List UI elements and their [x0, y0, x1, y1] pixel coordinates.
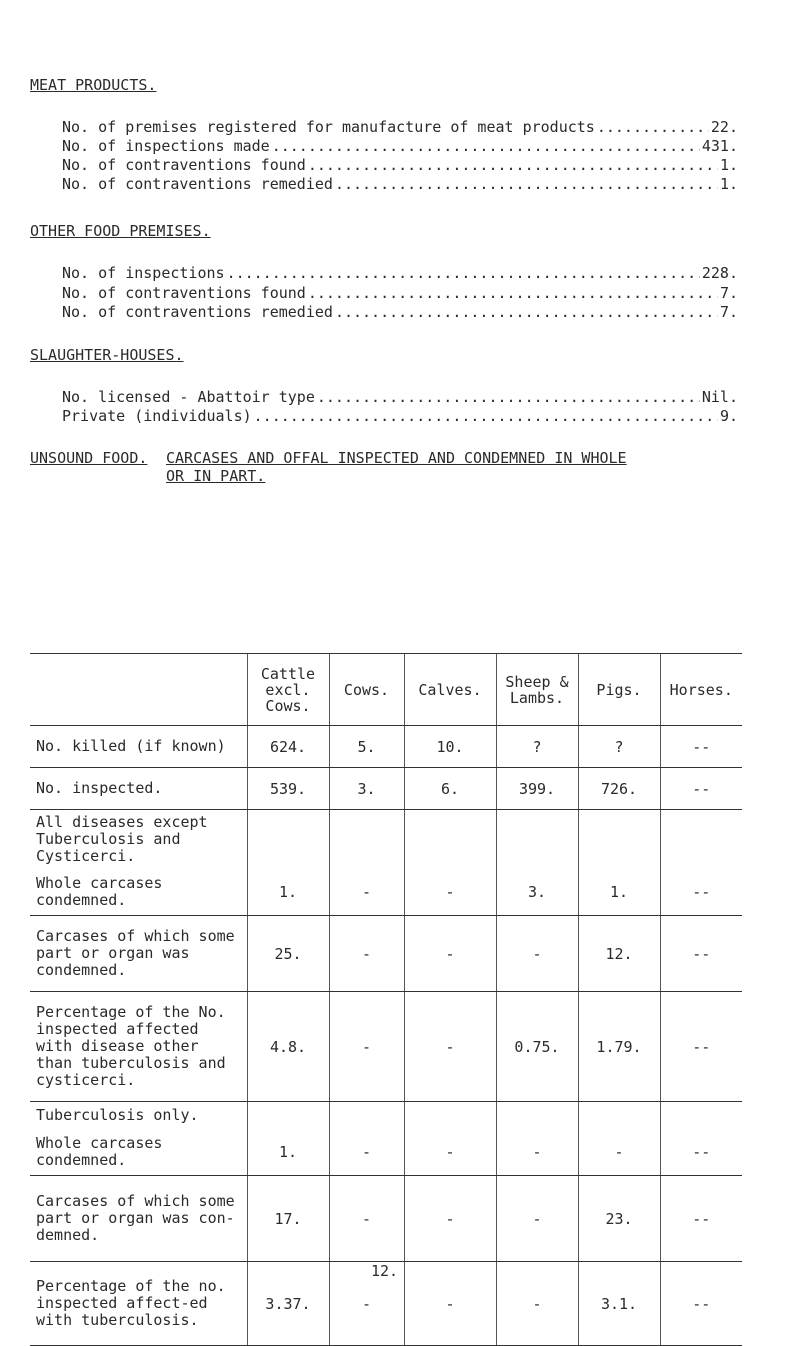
cell: - [329, 1176, 404, 1262]
cell: 539. [247, 768, 329, 810]
cell: 1. [247, 1130, 329, 1176]
slaughter-row-private [62, 407, 738, 425]
cell: ? [496, 726, 578, 768]
table-row [30, 768, 742, 810]
cell: - [496, 1130, 578, 1176]
other-row-contraventions-found [62, 284, 738, 302]
cell: 726. [578, 768, 660, 810]
row-label: No. of contraventions found [62, 284, 306, 302]
col-header-cattle: Cattle excl. Cows. [247, 654, 329, 726]
row-value: 431. [701, 137, 738, 155]
row-value: 7. [719, 303, 738, 321]
cell: 399. [496, 768, 578, 810]
cell: - [329, 870, 404, 916]
cell: - [329, 992, 404, 1102]
slaughter-row-licensed [62, 388, 738, 406]
cell: - [404, 1130, 496, 1176]
cell: - [496, 1262, 578, 1346]
cell: -- [660, 1130, 742, 1176]
row-value: 228. [701, 264, 738, 282]
meat-row-inspections [62, 137, 738, 155]
meat-row-premises [62, 118, 738, 136]
cell [496, 1102, 578, 1130]
cell [247, 1102, 329, 1130]
cell: - [404, 1176, 496, 1262]
cell: 3. [329, 768, 404, 810]
meat-row-contraventions-found [62, 156, 738, 174]
page-number: 12. [371, 1262, 399, 1280]
table-row [30, 810, 742, 870]
row-label: Tuberculosis only. [36, 1106, 199, 1125]
cell: - [496, 1176, 578, 1262]
row-label: No. of inspections [62, 264, 225, 282]
other-row-inspections [62, 264, 738, 282]
cell [660, 810, 742, 870]
cell: -- [660, 726, 742, 768]
cell: 23. [578, 1176, 660, 1262]
row-label: No. of inspections made [62, 137, 270, 155]
col-header-pigs: Pigs. [578, 654, 660, 726]
row-label: No. inspected. [30, 768, 247, 810]
cell: - [404, 1262, 496, 1346]
header-blank [30, 654, 247, 726]
slaughter-houses-heading: SLAUGHTER-HOUSES. [30, 346, 184, 364]
cell: 5. [329, 726, 404, 768]
cell [247, 810, 329, 870]
table-row [30, 992, 742, 1102]
row-label: No. of contraventions remedied [62, 175, 333, 193]
cell [404, 1102, 496, 1130]
cell: - [404, 916, 496, 992]
cell: 25. [247, 916, 329, 992]
cell: -- [660, 992, 742, 1102]
meat-products-heading: MEAT PRODUCTS. [30, 76, 157, 94]
cell [329, 1102, 404, 1130]
table-row [30, 726, 742, 768]
cell: - [496, 916, 578, 992]
row-label: Percentage of the No. inspected affected with disease other than tuberculosis and cysticerci. [30, 992, 247, 1102]
table-row [30, 916, 742, 992]
cell: 3. [496, 870, 578, 916]
cell [660, 1102, 742, 1130]
cell: 17. [247, 1176, 329, 1262]
table-header-row [30, 654, 742, 726]
cell: - [404, 992, 496, 1102]
cell: 3.37. [247, 1262, 329, 1346]
cell: 1. [247, 870, 329, 916]
cell: -- [660, 916, 742, 992]
cell: - [329, 1262, 404, 1346]
cell: 6. [404, 768, 496, 810]
cell [578, 810, 660, 870]
carcases-table [30, 653, 742, 1346]
carcases-subheading-line2: OR IN PART. [166, 467, 266, 485]
table-row [30, 1102, 742, 1130]
carcases-subheading-line1: CARCASES AND OFFAL INSPECTED AND CONDEMNED IN WHOLE [166, 449, 627, 467]
cell: 1. [578, 870, 660, 916]
cell: 0.75. [496, 992, 578, 1102]
row-label: No. of contraventions remedied [62, 303, 333, 321]
cell: 10. [404, 726, 496, 768]
cell: 3.1. [578, 1262, 660, 1346]
row-label: No. licensed - Abattoir type [62, 388, 315, 406]
row-label: Whole carcases condemned. [30, 1130, 247, 1176]
row-value: Nil. [701, 388, 738, 406]
unsound-food-heading: UNSOUND FOOD. [30, 449, 148, 467]
row-label: Carcases of which some part or organ was con-demned. [30, 1176, 247, 1262]
cell: - [404, 870, 496, 916]
table-row [30, 1130, 742, 1176]
row-label: No. killed (if known) [30, 726, 247, 768]
row-label: Carcases of which some part or organ was condemned. [30, 916, 247, 992]
cell [496, 810, 578, 870]
cell: -- [660, 870, 742, 916]
row-value: 22. [710, 118, 738, 136]
row-label: Private (individuals) [62, 407, 252, 425]
cell: -- [660, 1262, 742, 1346]
row-value: 1. [719, 175, 738, 193]
cell: - [578, 1130, 660, 1176]
cell: - [329, 1130, 404, 1176]
cell: 4.8. [247, 992, 329, 1102]
table-row [30, 870, 742, 916]
table-row [30, 1176, 742, 1262]
other-food-premises-heading: OTHER FOOD PREMISES. [30, 222, 211, 240]
row-label: Whole carcases condemned. [30, 870, 247, 916]
cell [329, 810, 404, 870]
cell [404, 810, 496, 870]
cell: 624. [247, 726, 329, 768]
other-row-contraventions-remedied [62, 303, 738, 321]
cell: -- [660, 768, 742, 810]
col-header-horses: Horses. [660, 654, 742, 726]
cell: -- [660, 1176, 742, 1262]
row-value: 1. [719, 156, 738, 174]
cell: - [329, 916, 404, 992]
col-header-sheep-lambs: Sheep & Lambs. [496, 654, 578, 726]
row-label: No. of premises registered for manufacture of meat products [62, 118, 595, 136]
cell [578, 1102, 660, 1130]
col-header-calves: Calves. [404, 654, 496, 726]
row-label: All diseases except Tuberculosis and Cysticerci. [36, 813, 208, 866]
cell: 1.79. [578, 992, 660, 1102]
col-header-cows: Cows. [329, 654, 404, 726]
row-label: Percentage of the no. inspected affect-ed with tuberculosis. [30, 1262, 247, 1346]
cell: 12. [578, 916, 660, 992]
cell: ? [578, 726, 660, 768]
meat-row-contraventions-remedied [62, 175, 738, 193]
row-label: No. of contraventions found [62, 156, 306, 174]
row-value: 7. [719, 284, 738, 302]
row-value: 9. [719, 407, 738, 425]
